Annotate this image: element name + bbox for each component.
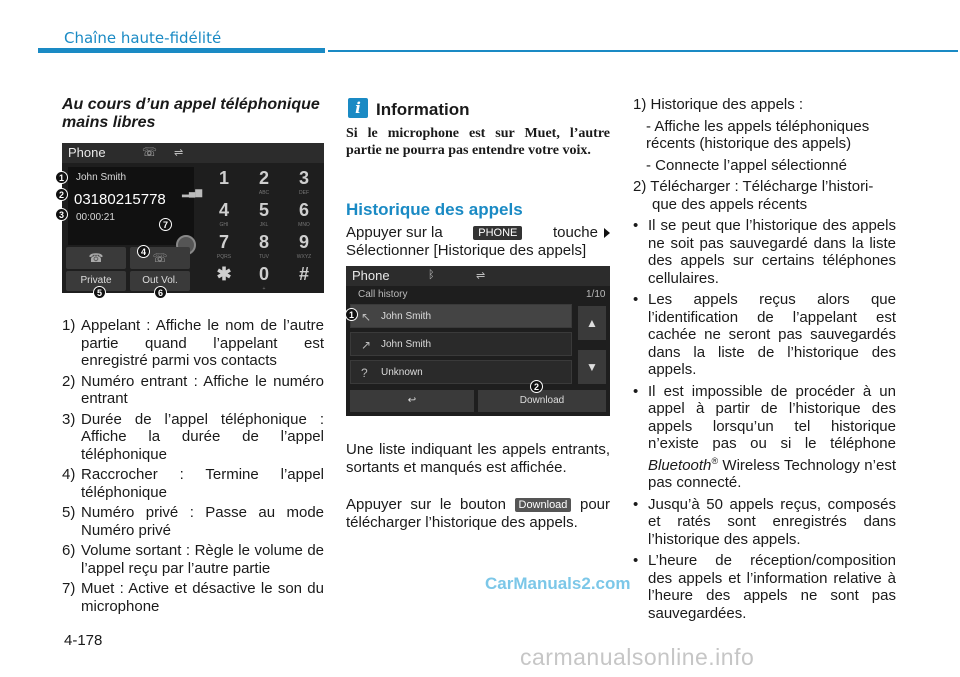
key-9[interactable]: 9 WXYZ [296, 232, 312, 260]
bluetooth-icon: ᛒ [428, 269, 435, 281]
callout-6: 6 [154, 286, 167, 299]
download-badge: Download [515, 498, 572, 512]
callout-2: 2 [55, 188, 68, 201]
list-item: 6) Volume sortant : Règle le volume de l’appel reçu par l’autre partie [62, 542, 324, 577]
private-button[interactable]: Private [66, 271, 126, 291]
left-heading [62, 96, 324, 132]
usb-icon: ⇌ [174, 147, 184, 159]
missed-call-icon: ? [361, 366, 368, 380]
phone-title: Phone [68, 145, 106, 160]
triangle-down-icon: ▼ [586, 360, 598, 374]
history-notes [633, 96, 896, 626]
incoming-call-icon: ↖ [361, 310, 372, 324]
info-text: Si le microphone est sur Muet, l’autre partie ne pourra pas entendre votre voix. [346, 126, 610, 158]
bullet-item: • L’heure de réception/composition des appels et l’information relative à l’heure des appels ne sont pas sauvegardées. [633, 552, 896, 622]
note-sub-2: - Connecte l’appel sélectionné [646, 156, 847, 174]
download-button[interactable]: Download [478, 390, 606, 412]
key-hash[interactable]: # [298, 264, 309, 284]
key-3[interactable]: 3 DEF [298, 168, 309, 196]
info-title: Information [376, 100, 470, 119]
phone-key-badge: PHONE [473, 226, 522, 240]
signal-icon: ▂▄▆ [182, 187, 203, 197]
call-duration: 00:00:21 [76, 212, 115, 223]
bullet-item: • Il est impossible de procéder à un appel à partir de l’historique des appels lorsqu’un tel historique n’existe pas ou si le téléphone Bluetooth® Wireless Technology n’est pas connecté. [633, 383, 896, 492]
callout-7: 7 [159, 218, 172, 231]
key-8[interactable]: 8 TUV [258, 232, 269, 260]
download-instruction: Appuyer sur le bouton Download pour télécharger l’historique des appels. [346, 496, 611, 531]
list-item: 1) Appelant : Affiche le nom de l’autre partie quand l’appelant est enregistré parmi vos contacts [62, 317, 324, 369]
hangup-icon: ☎ [88, 251, 104, 265]
callout-4: 4 [137, 245, 150, 258]
watermark: CarManuals2.com [485, 574, 631, 593]
call-history-screen [346, 266, 610, 416]
key-0[interactable]: 0 + [258, 264, 269, 292]
header-bar [38, 48, 325, 53]
call-heading: Au cours d’un appel téléphonique mains libres [62, 96, 320, 131]
list-item: 3) Durée de l’appel téléphonique : Affiche la durée de l’appel téléphonique [62, 410, 324, 463]
caller-panel [68, 167, 203, 245]
key-7[interactable]: 7 PQRS [216, 232, 232, 260]
key-5[interactable]: 5 JKL [258, 200, 269, 228]
keypad [202, 163, 324, 293]
callout-5: 5 [93, 286, 106, 299]
callout-2: 2 [530, 380, 543, 393]
note-sub-1: - Affiche les appels téléphoniques récents (historique des appels) [646, 117, 870, 152]
section-title: Chaîne haute-fidélité [64, 29, 222, 47]
outgoing-call-icon: ↗ [361, 338, 372, 352]
history-row[interactable]: ↗ John Smith [350, 332, 572, 356]
call-functions-list [62, 317, 324, 618]
bullet-item: • Les appels reçus alors que l’identification de l’appelant est cachée ne seront pas sauvegardés dans la liste de l’historique des appels. [633, 291, 896, 379]
phone-call-screen [58, 143, 324, 298]
phone-title: Phone [352, 268, 390, 283]
callout-1: 1 [345, 308, 358, 321]
caller-name: John Smith [76, 172, 127, 183]
scroll-up-button[interactable] [578, 306, 606, 340]
note-item-1: 1) Historique des appels : [633, 96, 804, 113]
phone-header [346, 266, 610, 286]
page-number: 4-178 [64, 632, 103, 649]
header-rule [328, 50, 958, 52]
list-item: 2) Numéro entrant : Affiche le numéro entrant [62, 372, 324, 407]
bullet-item: • Il se peut que l’historique des appels ne soit pas sauvegardé dans la liste des appels sur certains téléphones cellulaires. [633, 217, 896, 287]
history-row[interactable]: ? Unknown [350, 360, 572, 384]
note-item-2: 2) Télécharger : Télécharge l’histori-que des appels récents [633, 178, 874, 213]
back-icon: ↩ [407, 395, 417, 406]
usb-icon: ⇌ [476, 270, 486, 282]
list-item: 4) Raccrocher : Termine l’appel téléphonique [62, 466, 324, 501]
key-1[interactable]: 1 [218, 168, 229, 188]
history-instruction: Appuyer sur la PHONE touche Sélectionner [Historique des appels] [346, 224, 610, 259]
history-title: Historique des appels [346, 200, 523, 219]
phone-header [62, 143, 324, 163]
history-description: Une liste indiquant les appels entrants, sortants et manqués est affichée. [346, 441, 610, 476]
arrow-right-icon [604, 228, 610, 238]
out-vol-button[interactable]: Out Vol. [130, 271, 190, 291]
list-item: 7) Muet : Active et désactive le son du microphone [62, 580, 324, 615]
callout-3: 3 [55, 208, 68, 221]
bullet-item: • Jusqu’à 50 appels reçus, composés et ratés sont enregistrés dans l’historique des appels. [633, 496, 896, 549]
phone-down-icon: ☏ [152, 251, 168, 265]
key-4[interactable]: 4 GHI [218, 200, 229, 228]
list-item: 5) Numéro privé : Passe au mode Numéro privé [62, 504, 324, 539]
triangle-up-icon: ▲ [586, 316, 598, 330]
key-6[interactable]: 6 MNO [298, 200, 310, 228]
callout-1: 1 [55, 171, 68, 184]
scroll-down-button[interactable] [578, 350, 606, 384]
handset-icon: ☏ [142, 145, 158, 159]
key-2[interactable]: 2 ABC [258, 168, 270, 196]
key-star[interactable]: ✱ [216, 264, 232, 284]
back-button[interactable] [350, 390, 474, 412]
footer-watermark: carmanualsonline.info [520, 644, 755, 670]
history-row[interactable]: ↖ John Smith [350, 304, 572, 328]
page-indicator: 1/10 [586, 289, 606, 300]
caller-number: 03180215778 [74, 191, 166, 208]
call-history-label: Call history [358, 289, 408, 300]
hangup-button[interactable] [66, 247, 126, 269]
info-icon: i [348, 98, 368, 118]
